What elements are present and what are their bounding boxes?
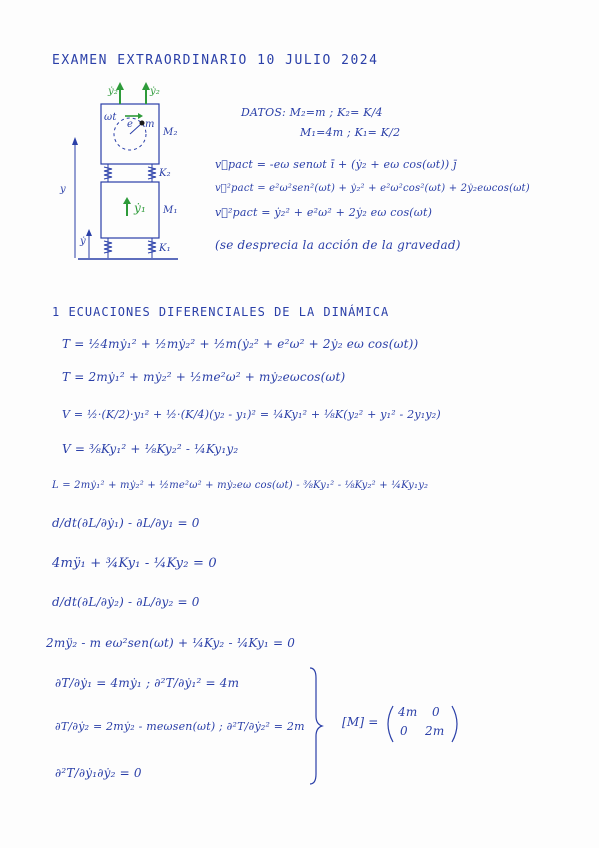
label-M1: M₁ <box>163 205 178 216</box>
datos-line-1: DATOS: M₂=m ; K₂= K/4 <box>241 106 383 119</box>
eq-derivative-y1: ∂T/∂ẏ₁ = 4mẏ₁ ; ∂²T/∂ẏ₁² = 4m <box>55 676 240 690</box>
page-title: EXAMEN EXTRAORDINARIO 10 JULIO 2024 <box>52 53 379 68</box>
eq-lagrangian: L = 2mẏ₁² + mẏ₂² + ½me²ω² + mẏ₂eω cos(ωt) - ⅜Ky₁² - ⅛Ky₂² + ¼Ky₁y₂ <box>52 480 429 491</box>
eq-kinetic-energy-2: T = 2mẏ₁² + mẏ₂² + ½me²ω² + mẏ₂eωcos(ωt) <box>62 370 346 384</box>
eq-potential-energy-2: V = ⅜Ky₁² + ⅛Ky₂² - ¼Ky₁y₂ <box>62 442 239 456</box>
gravity-note: (se desprecia la acción de la gravedad) <box>215 238 461 252</box>
matrix-cell-21: 0 <box>400 724 408 738</box>
velocity-eq-1: v⃗pact = -eω senωt ī + (ẏ₂ + eω cos(ωt)) j̄ <box>215 158 457 171</box>
eq-motion-y1: 4mÿ₁ + ¾Ky₁ - ¼Ky₂ = 0 <box>52 556 217 571</box>
label-e: e <box>127 119 134 130</box>
mass-matrix-label: [M] = <box>342 715 379 729</box>
matrix-cell-22: 2m <box>425 724 445 738</box>
velocity-eq-3: v⃗²pact = ẏ₂² + e²ω² + 2ẏ₂ eω cos(ωt) <box>215 206 433 219</box>
matrix-left-paren <box>388 706 393 742</box>
right-brace <box>310 668 322 784</box>
section-heading: 1 ECUACIONES DIFERENCIALES DE LA DINÁMICA <box>52 305 390 319</box>
eq-motion-y2: 2mÿ₂ - m eω²sen(ωt) + ¼Ky₂ - ¼Ky₁ = 0 <box>46 636 296 650</box>
eq-derivative-y2: ∂T/∂ẏ₂ = 2mẏ₂ - meωsen(ωt) ; ∂²T/∂ẏ₂² = 2m <box>55 720 305 733</box>
matrix-right-paren <box>452 706 457 742</box>
eq-lagrange-y2: d/dt(∂L/∂ẏ₂) - ∂L/∂y₂ = 0 <box>52 595 200 609</box>
label-omega-t: ωt <box>104 112 117 123</box>
datos-line-2: M₁=4m ; K₁= K/2 <box>300 126 401 139</box>
label-m: m <box>145 119 155 130</box>
label-M2: M₂ <box>163 127 178 138</box>
label-y2-right: ẏ₂ <box>150 86 161 97</box>
eq-cross-derivative: ∂²T/∂ẏ₁∂ẏ₂ = 0 <box>55 766 142 780</box>
eq-lagrange-y1: d/dt(∂L/∂ẏ₁) - ∂L/∂y₁ = 0 <box>52 516 200 530</box>
label-y2-left: ẏ₂ <box>108 86 119 97</box>
matrix-cell-11: 4m <box>398 705 418 719</box>
label-ydot-axis: ẏ <box>80 236 86 247</box>
eq-kinetic-energy-1: T = ½4mẏ₁² + ½mẏ₂² + ½m(ẏ₂² + e²ω² + 2ẏ₂ eω cos(ωt)) <box>62 337 419 351</box>
label-y-axis: y <box>60 184 66 195</box>
label-K2: K₂ <box>159 168 171 179</box>
eq-potential-energy-1: V = ½·(K/2)·y₁² + ½·(K/4)(y₂ - y₁)² = ¼Ky₁² + ⅛K(y₂² + y₁² - 2y₁y₂) <box>62 408 441 421</box>
label-K1: K₁ <box>159 243 171 254</box>
matrix-cell-12: 0 <box>432 705 440 719</box>
velocity-eq-2: v⃗²pact = e²ω²sen²(ωt) + ẏ₂² + e²ω²cos²(ωt) + 2ẏ₂eωcos(ωt) <box>215 183 530 194</box>
label-y1: ẏ₁ <box>134 201 146 215</box>
